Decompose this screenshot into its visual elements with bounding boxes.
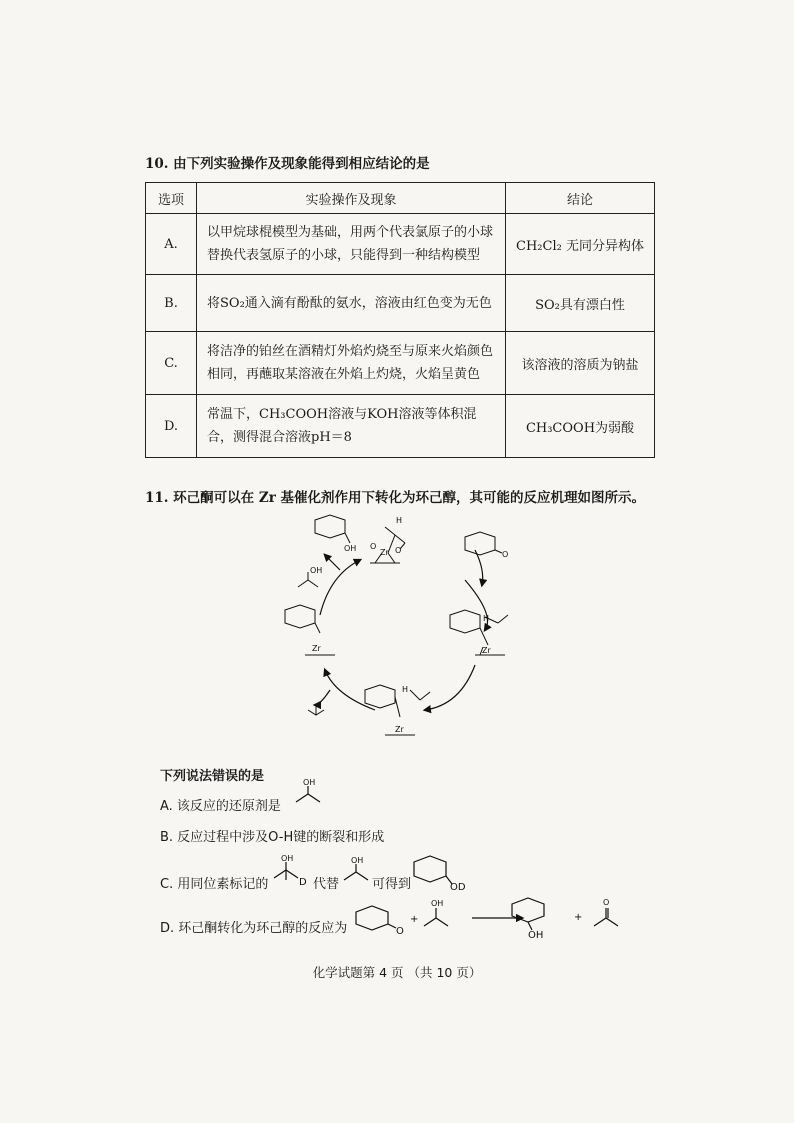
question-10-title: 10. 由下列实验操作及现象能得到相应结论的是	[145, 156, 430, 172]
oh-label: OH	[528, 930, 544, 940]
zr-label: Zr	[380, 548, 389, 557]
zr-label: Zr	[312, 644, 321, 653]
row-conclusion: SO₂具有漂白性	[506, 275, 655, 332]
zr-label: Zr	[395, 725, 404, 734]
option-c-suffix: 可得到	[372, 877, 412, 892]
row-operation: 常温下，CH₃COOH溶液与KOH溶液等体积混合，测得混合溶液pH＝8	[197, 395, 506, 458]
table-row	[146, 275, 655, 332]
option-d-text: D. 环己酮转化为环己醇的反应为	[160, 921, 348, 936]
input-arrow	[475, 550, 483, 585]
row-label: A.	[146, 214, 197, 275]
option-c-middle: 代替	[313, 877, 340, 892]
option-c-prefix: C. 用同位素标记的	[160, 877, 269, 892]
row-label: D.	[146, 395, 197, 458]
o-label: O	[603, 898, 610, 907]
cyclohexanone-structure	[465, 532, 502, 555]
row-operation: 将洁净的铂丝在酒精灯外焰灼烧至与原来火焰颜色相同，再蘸取某溶液在外焰上灼烧，火焰呈黄色	[197, 332, 506, 395]
isopropanol-structure	[292, 778, 324, 808]
deuterated-isopropanol-structure	[270, 852, 310, 888]
o-label: O	[395, 546, 402, 555]
acetone-structure	[308, 705, 324, 715]
cyclohexanol-structure	[512, 898, 544, 930]
option-a[interactable]	[160, 795, 281, 814]
oh-label: OH	[431, 899, 444, 908]
oh-label: OH	[310, 566, 323, 575]
cyclohexanone-structure	[356, 906, 396, 930]
cycle-arrow	[320, 560, 360, 615]
header-conclusion: 结论	[506, 183, 655, 214]
o-label: O	[370, 542, 377, 551]
output-arrow	[325, 555, 340, 570]
page-footer: 化学试题第 4 页 （共 10 页）	[312, 965, 482, 980]
oh-label: OH	[281, 854, 294, 863]
table-row	[146, 395, 655, 458]
output-arrow	[315, 690, 330, 705]
oh-label: OH	[344, 544, 357, 553]
acetone-structure	[594, 908, 618, 926]
h-label: H	[402, 685, 409, 694]
option-a-text: A. 该反应的还原剂是	[160, 799, 281, 814]
table-row	[146, 214, 655, 275]
header-option: 选项	[146, 183, 197, 214]
oh-label: OH	[303, 778, 316, 787]
row-operation: 将SO₂通入滴有酚酞的氨水，溶液由红色变为无色	[197, 275, 506, 332]
row-label: C.	[146, 332, 197, 395]
option-b[interactable]	[160, 826, 384, 845]
table-header-row	[146, 183, 655, 214]
question-11-prompt: 下列说法错误的是	[160, 769, 265, 784]
cyclohexanol-structure	[315, 515, 350, 543]
experiment-table	[145, 182, 655, 458]
mechanism-diagram	[270, 505, 540, 745]
zr-transition-complex	[450, 610, 508, 655]
isopropanol-structure	[424, 908, 448, 926]
oh-label: OH	[351, 856, 364, 865]
reaction-equation	[352, 890, 632, 940]
zr-label: Zr	[482, 646, 491, 655]
h-label: H	[483, 614, 490, 623]
zr-alkoxide-complex	[285, 605, 335, 655]
row-operation: 以甲烷球棍模型为基础，用两个代表氯原子的小球替换代表氢原子的小球，只能得到一种结构模型	[197, 214, 506, 275]
o-label: O	[502, 550, 509, 559]
row-conclusion: CH₂Cl₂ 无同分异构体	[506, 214, 655, 275]
cycle-arrow	[425, 665, 475, 710]
question-11-title: 11. 环己酮可以在 Zr 基催化剂作用下转化为环己醇，其可能的反应机理如图所示。	[145, 490, 646, 506]
option-d[interactable]	[160, 917, 347, 936]
o-label: O	[396, 926, 404, 937]
option-b-text: B. 反应过程中涉及O-H键的断裂和形成	[160, 830, 385, 845]
od-label: OD	[450, 882, 466, 892]
option-c[interactable]	[160, 873, 268, 892]
h-label: H	[396, 516, 403, 525]
row-label: B.	[146, 275, 197, 332]
table-row	[146, 332, 655, 395]
isopropanol-structure	[340, 856, 372, 886]
row-conclusion: 该溶液的溶质为钠盐	[506, 332, 655, 395]
deuterium-label: D	[299, 877, 307, 888]
plus-sign: +	[410, 914, 419, 925]
plus-sign: +	[574, 912, 583, 923]
row-conclusion: CH₃COOH为弱酸	[506, 395, 655, 458]
header-operation: 实验操作及现象	[197, 183, 506, 214]
deuterated-cyclohexanol-structure	[410, 850, 470, 892]
